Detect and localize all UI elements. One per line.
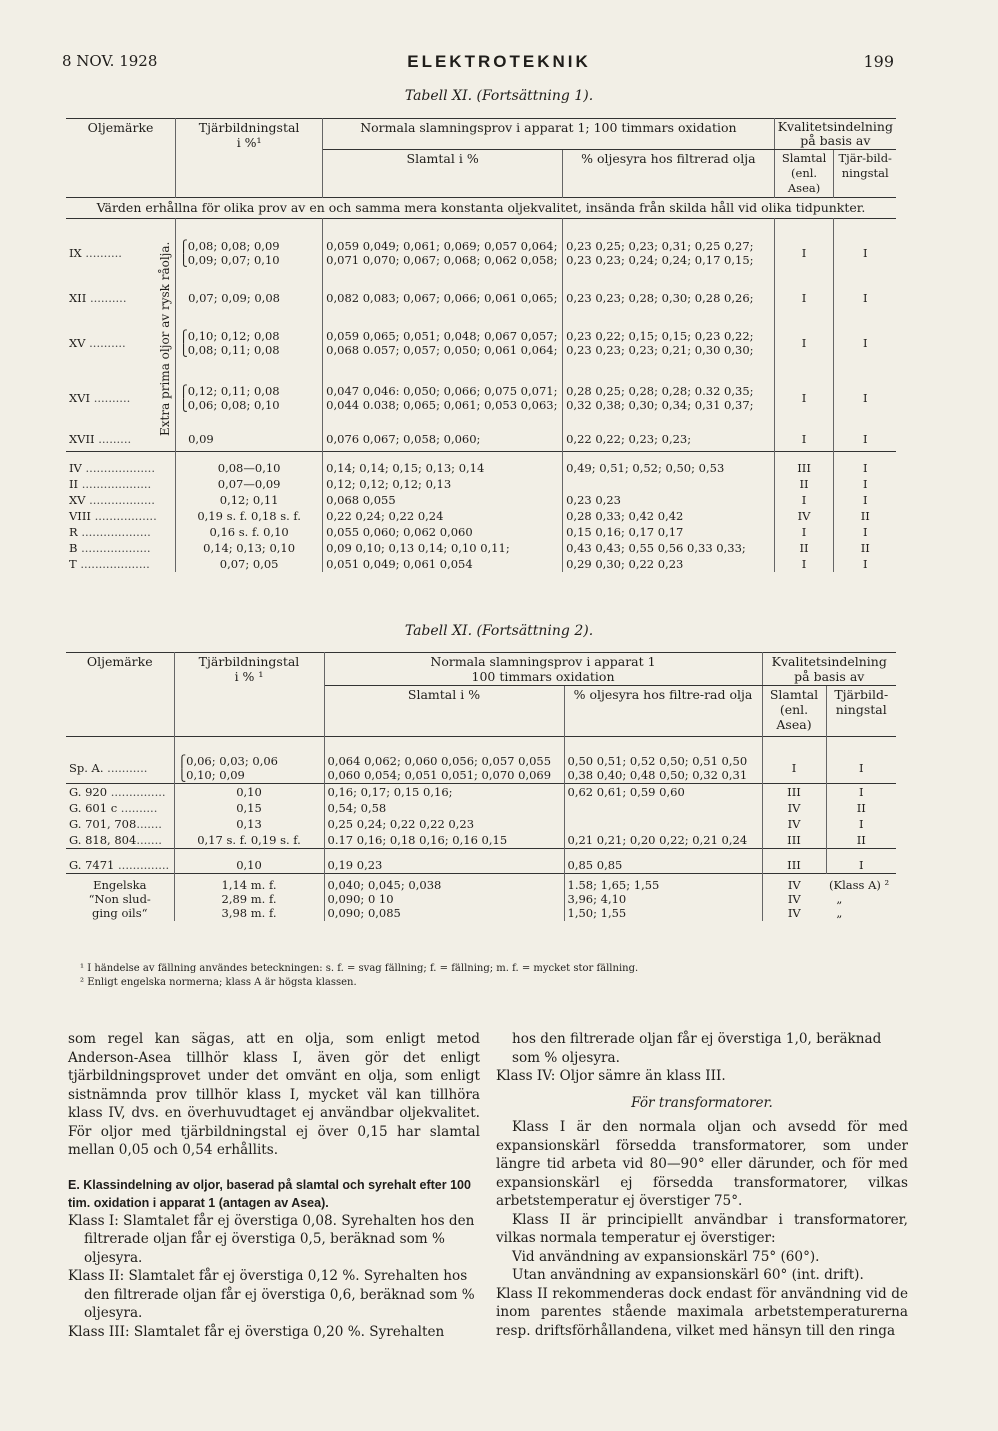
- acid-cell: 0,29 0,30; 0,22 0,23: [563, 556, 775, 572]
- oil-name: XV ..................: [66, 492, 176, 508]
- k2-cell: I: [862, 246, 868, 260]
- slam-cell: 0,055 0,060; 0,062 0,060: [323, 524, 563, 540]
- slam-cell: 0,14; 0,14; 0,15; 0,13; 0,14: [323, 460, 563, 476]
- slam-cell: 0,064 0,062; 0,060 0,056; 0,057 0,055 0,060 0,054; 0,051 0,051; 0,070 0,069: [324, 753, 564, 784]
- slam-cell: 0,059 0,065; 0,051; 0,048; 0,067 0,057; 0,068 0.057; 0,057; 0,050; 0,061 0,064;: [323, 317, 563, 369]
- tjar-cell: 0,07—0,09: [176, 476, 323, 492]
- tjar-cell: 0,16 s. f. 0,10: [176, 524, 323, 540]
- tjar-cell: ⎧0,06; 0,03; 0,06 ⎩0,10; 0,09: [174, 753, 324, 784]
- oil-name: XVI ..........: [69, 391, 131, 405]
- slam-cell: 0,076 0,067; 0,058; 0,060;: [323, 427, 563, 451]
- tjar-cell: 0,09: [176, 427, 323, 451]
- klass-ii: Klass II: Slamtalet får ej överstiga 0,12 %. Syrehalten hos den filtrerade oljan får ej överstiga 0,6, beräknad som % oljesyra.: [68, 1268, 475, 1321]
- k1-cell: IV: [774, 508, 834, 524]
- k2-cell: I: [862, 492, 868, 507]
- th-oljesyra: % oljesyra hos filtrerad olja: [563, 150, 775, 198]
- slam-cell: 0,25 0,24; 0,22 0,22 0,23: [324, 816, 564, 832]
- tjar-cell: 0,10: [174, 857, 324, 874]
- k1-cell: III: [762, 784, 826, 801]
- th-acid-2: % oljesyra hos filtre-rad olja: [564, 686, 762, 737]
- th-normala: Normala slamningsprov i apparat 1; 100 timmars oxidation: [323, 119, 775, 150]
- acid-cell: 0,28 0,25; 0,28; 0,28; 0.32 0,35; 0,32 0,38; 0,30; 0,34; 0,31 0,37;: [563, 369, 775, 427]
- th-slamtal: Slamtal i %: [323, 150, 563, 198]
- th-kvalitet: Kvalitetsindelning på basis av: [774, 119, 896, 150]
- oil-name: G. 920 ...............: [66, 784, 174, 801]
- slam-cell: 0,54; 0,58: [324, 800, 564, 816]
- k2-cell: I: [862, 291, 868, 305]
- paragraph: Klass II är principiellt användbar i transformatorer, vilkas normala temperatur ej överstiger:: [496, 1211, 908, 1246]
- acid-cell: 0,50 0,51; 0,52 0,50; 0,51 0,50 0,38 0,40; 0,48 0,50; 0,32 0,31: [564, 753, 762, 784]
- vertical-label: Extra prima oljor av rysk råolja.: [154, 227, 176, 451]
- k2-cell: I: [862, 391, 868, 405]
- tjar-cell: 0,15: [174, 800, 324, 816]
- th-k-slamtal: Slamtal (enl. Asea): [774, 150, 834, 198]
- oil-name: G. 601 c ..........: [66, 800, 174, 816]
- acid-cell: 0,23 0,25; 0,23; 0,31; 0,25 0,27; 0,23 0,23; 0,24; 0,24; 0,17 0,15;: [563, 227, 775, 279]
- acid-cell: 0,23 0,23: [563, 492, 775, 508]
- acid-cell: [564, 816, 762, 832]
- footnote-1: ¹ I händelse av fällning användes beteckningen: s. f. = svag fällning; f. = fällning; m. f. = mycket stor fällning.: [80, 963, 639, 974]
- klass-iii: Klass III: Slamtalet får ej överstiga 0,20 %. Syrehalten: [68, 1323, 445, 1340]
- tjar-cell: 0,07; 0,09; 0,08: [176, 279, 323, 317]
- k2-cell: II: [860, 508, 870, 523]
- tjar-cell: 0,10: [174, 784, 324, 801]
- acid-cell: 0,43 0,43; 0,55 0,56 0,33 0,33;: [563, 540, 775, 556]
- k1-cell: I: [774, 227, 834, 279]
- klass-iv: Klass IV: Oljor sämre än klass III.: [496, 1068, 726, 1084]
- paragraph: som regel kan sägas, att en olja, som enligt metod Anderson-Asea tillhör klass I, även gör det enligt tjärbildningsprovet under det omvänt en olja, som enligt sistnämnda prov tillhör klass I, mycket väl kan tillhöra klass IV, dvs. en överhuvudtaget ej användbar oljekvalitet. För oljor med tjärbildningstal ej över 0,15 har slamtal mellan 0,05 och 0,54 erhållits.: [68, 1031, 480, 1158]
- oil-name: R ...................: [66, 524, 176, 540]
- oil-name: T ...................: [66, 556, 176, 572]
- slam-cell: 0,047 0,046: 0,050; 0,066; 0,075 0,071; 0,044 0.038; 0,065; 0,061; 0,053 0,063;: [323, 369, 563, 427]
- tjar-cell: 1,14 m. f. 2,89 m. f. 3,98 m. f.: [174, 874, 324, 922]
- table-xi-part1: [66, 118, 896, 572]
- k2-cell: (Klass A) ² „ „: [829, 878, 890, 920]
- oil-name: G. 818, 804.......: [66, 832, 174, 849]
- left-column: [68, 1030, 480, 1341]
- k1-cell: IV: [762, 816, 826, 832]
- th-k2-2: Tjärbild-ningstal: [834, 687, 889, 717]
- acid-cell: 0,23 0,23; 0,28; 0,30; 0,28 0,26;: [563, 279, 775, 317]
- k1-cell: III: [762, 832, 826, 849]
- k1-cell: I: [774, 317, 834, 369]
- oil-name: G. 7471 ..............: [66, 857, 174, 874]
- k2-cell: I: [862, 336, 868, 350]
- k2-cell: I: [862, 476, 868, 491]
- section-heading-e: E. Klassindelning av oljor, baserad på slamtal och syrehalt efter 100 tim. oxidation i apparat 1 (antagen av Asea).: [68, 1177, 471, 1210]
- k2-cell: I: [858, 858, 864, 872]
- th-tjar-2: Tjärbildningstal i % ¹: [174, 653, 324, 737]
- th-oljemarke: Oljemärke: [66, 119, 176, 198]
- k1-cell: I: [774, 279, 834, 317]
- slam-cell: 0,22 0,24; 0,22 0,24: [323, 508, 563, 524]
- tjar-cell: 0,13: [174, 816, 324, 832]
- th-tjarbildningstal: Tjärbildningstal i %¹: [176, 119, 323, 198]
- th-oljemarke-2: Oljemärke: [66, 653, 174, 737]
- acid-cell: [563, 476, 775, 492]
- oil-name: B ...................: [66, 540, 176, 556]
- k1-cell: II: [774, 476, 834, 492]
- slam-cell: 0,040; 0,045; 0,038 0,090; 0 10 0,090; 0,085: [324, 874, 564, 922]
- k2-cell: I: [862, 524, 868, 539]
- slam-cell: 0,16; 0,17; 0,15 0,16;: [324, 784, 564, 801]
- slam-cell: 0.17 0,16; 0,18 0,16; 0,16 0,15: [324, 832, 564, 849]
- k1-cell: II: [774, 540, 834, 556]
- k2-cell: II: [856, 833, 866, 847]
- th-kval-2: Kvalitetsindelning på basis av: [762, 653, 896, 686]
- acid-cell: 1.58; 1,65; 1,55 3,96; 4,10 1,50; 1,55: [564, 874, 762, 922]
- k1-cell: IV: [762, 800, 826, 816]
- oil-name-engelska: Engelska “Non slud- ging oils“: [66, 874, 174, 922]
- tjar-cell: 0,14; 0,13; 0,10: [176, 540, 323, 556]
- k1-cell: I: [774, 524, 834, 540]
- footnotes: [80, 962, 638, 990]
- oil-name: XV ..........: [69, 336, 126, 350]
- acid-cell: [564, 800, 762, 816]
- acid-cell: 0,62 0,61; 0,59 0,60: [564, 784, 762, 801]
- page-number: 199: [863, 52, 894, 71]
- paragraph: hos den filtrerade oljan får ej överstiga 1,0, beräknad som % oljesyra.: [512, 1031, 882, 1066]
- oil-name: G. 701, 708.......: [66, 816, 174, 832]
- tjar-cell: 0,08—0,10: [176, 460, 323, 476]
- acid-cell: 0,49; 0,51; 0,52; 0,50; 0,53: [563, 460, 775, 476]
- oil-name: XII ..........: [69, 291, 127, 305]
- th-normala-2: Normala slamningsprov i apparat 1 100 timmars oxidation: [324, 653, 762, 686]
- slam-cell: 0,059 0,049; 0,061; 0,069; 0,057 0,064; 0,071 0,070; 0,067; 0,068; 0,062 0,058;: [323, 227, 563, 279]
- slam-cell: 0,09 0,10; 0,13 0,14; 0,10 0,11;: [323, 540, 563, 556]
- th-slam-2: Slamtal i %: [324, 686, 564, 737]
- k2-cell: I: [862, 556, 868, 571]
- k1-cell: IV IV IV: [787, 878, 801, 920]
- slam-cell: 0,12; 0,12; 0,12; 0,13: [323, 476, 563, 492]
- k1-cell: I: [762, 753, 826, 784]
- k2-cell: II: [860, 540, 870, 555]
- tjar-cell: ⎧0,12; 0,11; 0,08 ⎩0,06; 0,08; 0,10: [176, 369, 323, 427]
- oil-name: XVII .........: [69, 431, 132, 446]
- k2-cell: I: [862, 460, 868, 475]
- acid-cell: 0,28 0,33; 0,42 0,42: [563, 508, 775, 524]
- acid-cell: 0,22 0,22; 0,23; 0,23;: [563, 427, 775, 451]
- th-k1-2: Slamtal (enl. Asea): [762, 686, 826, 737]
- tjar-cell: ⎧0,08; 0,08; 0,09 ⎩0,09; 0,07; 0,10: [176, 227, 323, 279]
- klass-i: Klass I: Slamtalet får ej överstiga 0,08. Syrehalten hos den filtrerade oljan får ej överstiga 0,5, beräknad som % oljesyra.: [68, 1212, 475, 1266]
- table1-note: Värden erhållna för olika prov av en och samma mera konstanta oljekvalitet, insända från skilda håll vid olika tidpunkter.: [96, 200, 866, 215]
- journal-title: ELEKTROTEKNIK: [407, 52, 591, 71]
- oil-name: Sp. A. ...........: [66, 753, 174, 784]
- k1-cell: I: [774, 369, 834, 427]
- slam-cell: 0,19 0,23: [324, 857, 564, 874]
- table2-caption: Tabell XI. (Fortsättning 2).: [404, 623, 594, 639]
- tjar-cell: 0,12; 0,11: [176, 492, 323, 508]
- paragraph: Vid användning av expansionskärl 75° (60°).: [512, 1248, 820, 1265]
- k1-cell: III: [774, 460, 834, 476]
- paragraph: Klass II rekommenderas dock endast för användning vid de inom parentes stående maximala arbetstemperaturerna resp. driftsförhållandena, vilket med hänsyn till den ringa: [496, 1285, 908, 1339]
- footnote-2: ² Enligt engelska normerna; klass A är högsta klassen.: [80, 977, 357, 988]
- slam-cell: 0,068 0,055: [323, 492, 563, 508]
- slam-cell: 0,082 0,083; 0,067; 0,066; 0,061 0,065;: [323, 279, 563, 317]
- th-k-tjar: Tjär-bild-ningstal: [838, 151, 892, 180]
- oil-name: IV ...................: [66, 460, 176, 476]
- oil-name: IX ..........: [69, 246, 122, 260]
- k2-cell: II: [856, 801, 866, 815]
- right-column: [496, 1030, 908, 1340]
- tjar-cell: 0,17 s. f. 0,19 s. f.: [174, 832, 324, 849]
- paragraph: Utan användning av expansionskärl 60° (int. drift).: [512, 1267, 864, 1283]
- k1-cell: III: [762, 857, 826, 874]
- k1-cell: I: [774, 556, 834, 572]
- issue-date: 8 NOV. 1928: [62, 52, 158, 70]
- k1-cell: I: [774, 492, 834, 508]
- acid-cell: 0,85 0,85: [564, 857, 762, 874]
- k2-cell: I: [862, 431, 868, 446]
- tjar-cell: 0,19 s. f. 0,18 s. f.: [176, 508, 323, 524]
- section-heading-trans: För transformatorer.: [631, 1094, 773, 1111]
- table1-caption: Tabell XI. (Fortsättning 1).: [404, 88, 594, 104]
- k2-cell: I: [858, 817, 864, 831]
- oil-name: II ...................: [66, 476, 176, 492]
- slam-cell: 0,051 0,049; 0,061 0,054: [323, 556, 563, 572]
- oil-name: VIII .................: [66, 508, 176, 524]
- acid-cell: 0,21 0,21; 0,20 0,22; 0,21 0,24: [564, 832, 762, 849]
- k2-cell: I: [858, 785, 864, 799]
- k2-cell: I: [858, 761, 864, 775]
- acid-cell: 0,15 0,16; 0,17 0,17: [563, 524, 775, 540]
- paragraph: Klass I är den normala oljan och avsedd för med expansionskärl försedda transformatorer, som under längre tid arbeta vid 80—90° eller därunder, och för med expansionskärl ej försedda transformatorer, vilkas arbetstemperatur ej överstiger 75°.: [496, 1119, 908, 1209]
- tjar-cell: 0,07; 0,05: [176, 556, 323, 572]
- tjar-cell: ⎧0,10; 0,12; 0,08 ⎩0,08; 0,11; 0,08: [176, 317, 323, 369]
- k1-cell: I: [774, 427, 834, 451]
- table-xi-part2: [66, 652, 896, 921]
- acid-cell: 0,23 0,22; 0,15; 0,15; 0,23 0,22; 0,23 0,23; 0,23; 0,21; 0,30 0,30;: [563, 317, 775, 369]
